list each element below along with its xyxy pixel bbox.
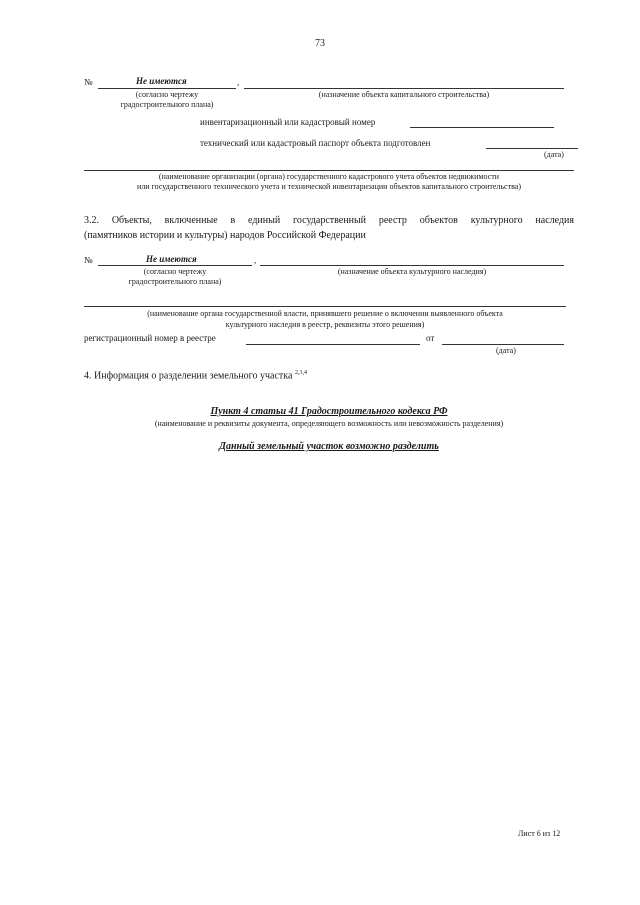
number-line <box>98 88 236 89</box>
inventory-label: инвентаризационный или кадастровый номер <box>200 117 376 127</box>
heritage-comma: , <box>254 255 257 265</box>
heritage-purpose-line <box>260 265 564 266</box>
heritage-note-purpose: (назначение объекта культурного наследия) <box>337 267 487 276</box>
purpose-line <box>244 88 564 89</box>
heritage-number-line <box>98 265 252 266</box>
authority-line <box>84 306 566 307</box>
division-heading-text: 4. Информация о разделении земельного участка <box>84 370 293 382</box>
reg-line <box>246 344 420 345</box>
heritage-heading-2: (памятников истории и культуры) народов Российской Федерации <box>84 230 366 241</box>
division-document: Пункт 4 статьи 41 Градостроительного кодекса РФ <box>210 406 448 417</box>
org-note-2: или государственного технического учета и технической инвентаризации объектов капитального строительства) <box>136 182 521 191</box>
division-doc-note: (наименование и реквизиты документа, определяющего возможность или невозможность разделения) <box>154 419 504 428</box>
note-drawing-2: градостроительного плана) <box>120 100 214 109</box>
passport-label: технический или кадастровый паспорт объекта подготовлен <box>200 138 431 148</box>
date-note: (дата) <box>544 150 564 159</box>
note-drawing: (согласно чертежу <box>135 90 199 99</box>
reg-date-line <box>442 344 564 345</box>
authority-note-2: культурного наследия в реестр, реквизиты этого решения) <box>225 320 425 329</box>
heritage-value: Не имеются <box>146 254 197 264</box>
heritage-number-sign: № <box>84 255 93 265</box>
reg-date-note: (дата) <box>496 346 516 355</box>
from-label: от <box>426 333 435 343</box>
reg-label: регистрационный номер в реестре <box>84 333 216 343</box>
number-sign: № <box>84 77 93 87</box>
heritage-note-drawing: (согласно чертежу <box>143 267 207 276</box>
org-note: (наименование организации (органа) государственного кадастрового учета объектов недвижимости <box>158 172 500 181</box>
heritage-note-drawing-2: градостроительного плана) <box>128 277 222 286</box>
division-heading <box>84 370 307 381</box>
page-number: 73 <box>315 38 325 49</box>
comma: , <box>237 77 240 87</box>
passport-date-line <box>486 148 578 149</box>
division-heading-sup: 2,3,4 <box>294 370 307 376</box>
objects-value: Не имеются <box>136 76 187 86</box>
division-conclusion: Данный земельный участок возможно разделить <box>219 441 439 452</box>
authority-note: (наименование органа государственной власти, принявшего решение о включении выявленного объекта <box>147 309 503 318</box>
note-purpose: (назначение объекта капитального строительства) <box>318 90 490 99</box>
org-line <box>84 170 574 171</box>
inventory-line <box>410 127 554 128</box>
sheet-counter: Лист 6 из 12 <box>518 829 561 838</box>
heritage-heading: 3.2. Объекты, включенные в единый государственный реестр объектов культурного наследия <box>84 215 574 226</box>
